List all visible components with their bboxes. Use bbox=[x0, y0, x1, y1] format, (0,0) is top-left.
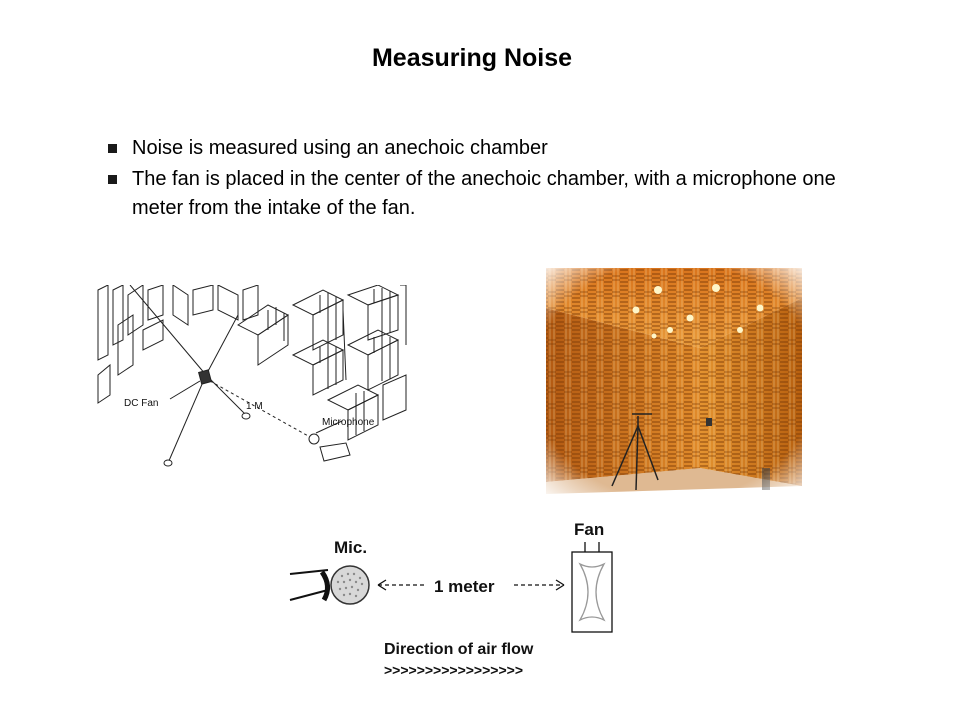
bullet-text: Noise is measured using an anechoic chamber bbox=[132, 137, 548, 159]
distance-label: 1 meter bbox=[434, 577, 495, 596]
bullet-item bbox=[106, 165, 866, 223]
fan-label: Fan bbox=[574, 520, 605, 539]
slide-title: Measuring Noise bbox=[371, 44, 573, 72]
bullet-list bbox=[106, 134, 866, 225]
measurement-setup-diagram bbox=[288, 512, 618, 682]
airflow-arrows: >>>>>>>>>>>>>>>>> bbox=[384, 662, 523, 678]
bullet-item bbox=[106, 134, 866, 163]
fan-icon bbox=[572, 542, 612, 632]
square-bullet-icon bbox=[108, 175, 117, 184]
chamber-line-drawing bbox=[88, 285, 410, 470]
microphone-label: Microphone bbox=[322, 417, 375, 428]
dc-fan-label: DC Fan bbox=[124, 398, 159, 409]
anechoic-chamber-photo bbox=[540, 268, 808, 494]
mic-label: Mic. bbox=[334, 538, 368, 557]
square-bullet-icon bbox=[108, 144, 117, 153]
distance-label: 1 M bbox=[246, 401, 263, 412]
airflow-label: Direction of air flow bbox=[384, 641, 534, 658]
bullet-text: The fan is placed in the center of the anechoic chamber, with a microphone one meter from the intake of the fan. bbox=[132, 168, 836, 219]
microphone-icon bbox=[290, 566, 369, 604]
